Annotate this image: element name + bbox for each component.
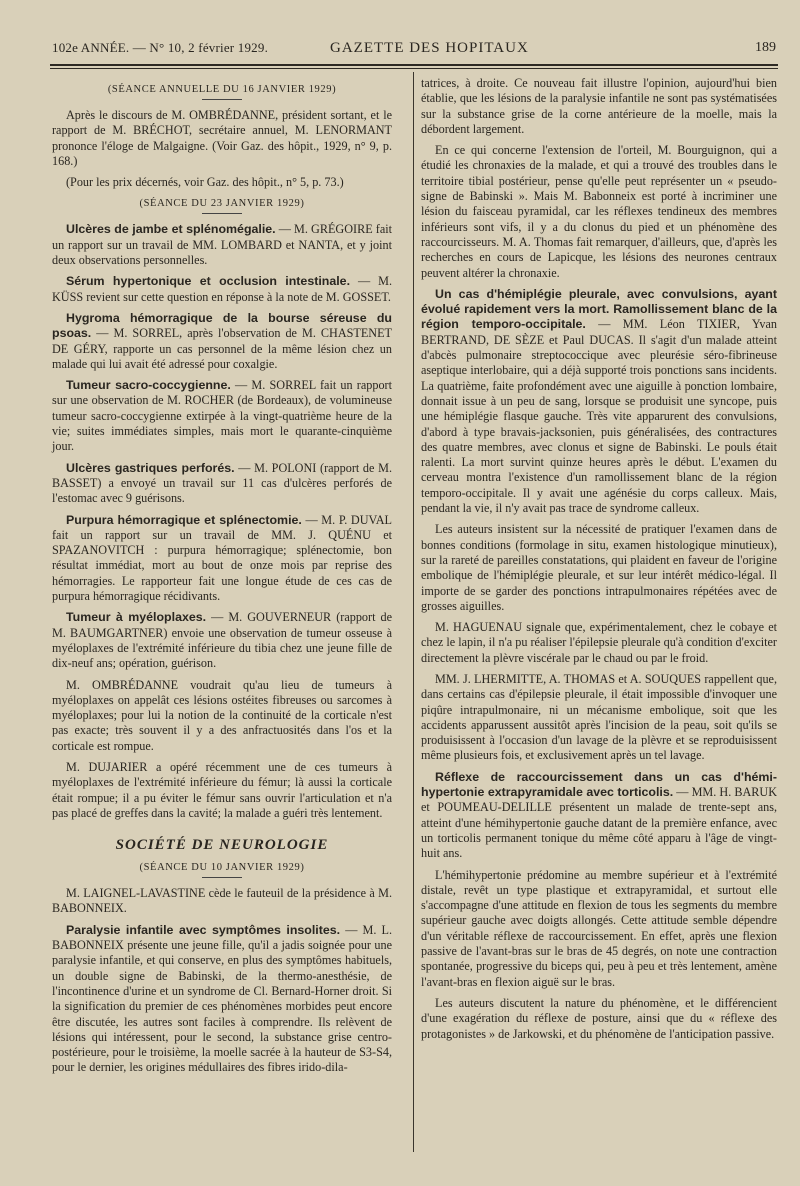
short-rule xyxy=(202,877,242,878)
paragraph: En ce qui concerne l'extension de l'orteil, M. Bourguignon, qui a étudié les chronaxies de la malade, et qui a trouvé des troubles dans le territoire tibial postérieur, pense qu'elle peut représenter un « pseudo-signe de Babinski ». Mais M. Babonneix est porté à incriminer une lésion du faisceau pyramidal, car les réflexes tendineux des membres inférieurs sont vifs, il y a du clonus du pied et un phénomène des raccourcisseurs. M. A. Thomas fait remarquer, d'ailleurs, que, d'après les recherches en cours de Lapicque, les lésions des neurones centraux peuvent altérer la chronaxie. xyxy=(421,143,777,280)
article xyxy=(421,770,777,862)
article-text: — M. P. DUVAL fait un rapport sur un travail de MM. J. QUÉNU et SPAZANOVITCH : purpura hémorragique; splénectomie, bon résultat immédiat, mort au bout de onze mois par reprise des hémorragies. Le rapporteur fait une longue étude de ces cas de purpura hémorragique récidivants. xyxy=(52,512,392,604)
article-text: — M. KÜSS revient sur cette question en réponse à la note de M. GOSSET. xyxy=(52,274,392,304)
paragraph: Les auteurs insistent sur la nécessité de pratiquer l'examen dans de bonnes conditions (formolage in situ, examen histologique minutieux), sur la rareté de pareilles constatations, qui plaident en faveur de l'origine embolique de l'hémiplégie pleurale, et sur leur intérêt médico-légal. Il importe de se garder des ponctions intrapulmonaires répétées avec de grosses aiguilles. xyxy=(421,522,777,613)
society-heading: SOCIÉTÉ DE NEUROLOGIE xyxy=(115,837,329,854)
article xyxy=(52,311,392,372)
article-text: — MM. H. BARUK et POUMEAU-DELILLE présentent un malade de trente-sept ans, atteint d'une hémihypertonie gauche datant de la première enfance, avec un torticolis permanent tonique du même côté apparu à l'âge de vingt-huit ans. xyxy=(421,785,778,861)
article xyxy=(52,461,392,507)
issue-info: 102e ANNÉE. — N° 10, 2 février 1929. xyxy=(52,40,269,55)
article xyxy=(421,287,777,516)
article-text: — M. POLONI (rapport de M. BASSET) a envoyé un travail sur 11 cas d'ulcères perforés de l'estomac avec 9 guérisons. xyxy=(52,460,392,506)
article xyxy=(52,274,392,305)
article-title: Ulcères de jambe et splénomégalie. xyxy=(66,222,276,237)
journal-title: GAZETTE DES HOPITAUX xyxy=(330,40,529,56)
article-text: — M. SORREL fait un rapport sur une observation de M. ROCHER (de Bordeaux), de volumineuse tumeur sacro-coccygienne extirpée à la vingt-quatrième heure de la vie; suites immédiates simples, mais mort le quarante-cinquième jour. xyxy=(52,378,392,454)
paragraph: M. LAIGNEL-LAVASTINE cède le fauteuil de la présidence à M. BABONNEIX. xyxy=(52,886,392,916)
paragraph: M. OMBRÉDANNE voudrait qu'au lieu de tumeurs à myéloplaxes on appelât ces lésions ostéites fibreuses ou sarcomes à myéloplaxes; pour lui la notion de la continuité de la corticale n'est pas exacte; très souvent il y a des anfractuosités dans l'os et la corticale est rompue. xyxy=(52,677,392,753)
session-heading: (SÉANCE DU 10 JANVIER 1929) xyxy=(139,862,305,874)
paragraph: Les auteurs discutent la nature du phénomène, et le différencient d'une exagération du réflexe de posture, ainsi que du « réflexe des protagonistes » de Jarkowski, et du phénomène de l'anticipation passive. xyxy=(421,995,777,1041)
left-column xyxy=(52,76,392,1082)
paragraph: M. HAGUENAU signale que, expérimentalement, chez le cobaye et chez le lapin, il n'a pu réaliser l'épilepsie pleurale qu'à condition d'exciter directement la plèvre viscérale par le chaud ou par le froid. xyxy=(421,620,777,665)
right-column xyxy=(421,76,777,1048)
article-title: Purpura hémorragique et splénectomie. xyxy=(66,512,302,527)
article-title: Hygroma hémorragique de la bourse séreuse du psoas. xyxy=(52,310,392,341)
paragraph: (Pour les prix décernés, voir Gaz. des hôpit., n° 5, p. 73.) xyxy=(66,175,344,190)
paragraph: L'hémihypertonie prédomine au membre supérieur et à l'extrémité distale, revêt un type plastique et extrapyramidal, et surtout elle s'accompagne d'une attitude en flexion de tous les segments du membre supérieur gauche avec doigts allongés. Cette attitude semble dépendre d'un véritable réflexe de raccourcissement. En effet, après une flexion passive de l'avant-bras sur le bras de 45 degrés, on note une contraction spontanée, progressive du biceps qui, peu à peu et très lentement, amène l'avant-bras en flexion aiguë sur le bras. xyxy=(421,867,777,989)
article-title: Tumeur sacro-coccygienne. xyxy=(66,378,231,393)
article-title: Ulcères gastriques perforés. xyxy=(66,460,235,475)
paragraph: tatrices, à droite. Ce nouveau fait illustre l'opinion, aujourd'hui bien établie, que les lésions de la paralysie infantile ne sont pas systématisées sur la substance grise de la corne antérieure de la moelle, mais la débordent largement. xyxy=(421,76,777,136)
column-divider xyxy=(413,72,414,1152)
article-text: — MM. Léon TIXIER, Yvan BERTRAND, DE SÈZE et Paul DUCAS. Il s'agit d'un malade atteint d'abcès pulmonaire streptococcique avec pleurésie séro-fibrineuse aseptique interlobaire, qui a déjà supporté trois ponctions sans incidents. La quatrième, faite profondément avec une aiguille à ponction lombaire, donnait issue à un peu de sang, lorsque se produisit une syncope, puis une hémiplégie flasque gauche. Très vite apparurent des convulsions, d'abord à type bravais-jacksonien, puis généralisées, des contractures des quatre membres, avec clonus et signe de Babinski. Le pouls était ralenti. La mort survint quinze heures après le début. L'examen du cerveau montra l'existence d'un ramollissement blanc de la région temporo-occipitale. Il y avait une agénésie du corps calleux. Mais, pendant la vie, il n'y avait pas trace de syndrome calleux. xyxy=(421,317,778,516)
article-title: Un cas d'hémiplégie pleurale, avec convulsions, ayant évolué rapidement vers la mort. Ramollissement blanc de la région temporo-occipitale. xyxy=(421,286,777,332)
article-title: Réflexe de raccourcissement dans un cas d'hémi-hypertonie extrapyramidale avec torticolis. xyxy=(421,769,777,800)
short-rule xyxy=(202,99,242,100)
session-heading: (SÉANCE ANNUELLE DU 16 JANVIER 1929) xyxy=(107,84,337,95)
article xyxy=(52,610,392,671)
header-rule xyxy=(50,64,778,66)
article-text: — M. L. BABONNEIX présente une jeune fille, qu'il a jadis soignée pour une paralysie infantile, et qui conserve, en plus des symptômes habituels, un double signe de Babinski, de la thermo-anesthésie, de l'incontinence d'urine et un syndrome de Cl. Bernard-Horner droit. Si la signification du premier de ces phénomènes morbides peut encore être discutée, les autres sont faciles à comprendre. Ils relèvent de lésions qui intéressent, pour le second, la substance grise centro-postérieure, pour le troisième, la moelle sacrée à la hauteur de S3-S4, pour le dernier, les origines médullaires des fibres irido-dila- xyxy=(52,922,392,1075)
paragraph: M. DUJARIER a opéré récemment une de ces tumeurs à myéloplaxes de l'extrémité inférieure du fémur; là aussi la corticale était rompue; il a pu éviter le fémur sans ouvrir l'articulation et n'a pas placé de greffes dans la cavité; la malade a guéri très lentement. xyxy=(52,759,392,820)
article-title: Sérum hypertonique et occlusion intestinale. xyxy=(66,274,351,289)
article-text: — M. GOUVERNEUR (rapport de M. BAUMGARTNER) envoie une observation de tumeur osseuse à myéloplaxes de l'extrémité inférieure du tibia chez une jeune fille de dix-neuf ans; opération, guérison. xyxy=(52,610,392,671)
header-rule-thin xyxy=(50,68,778,69)
article xyxy=(52,513,392,605)
article xyxy=(52,378,392,454)
article-title: Tumeur à myéloplaxes. xyxy=(66,610,207,625)
article-text: — M. SORREL, après l'observation de M. CHASTENET DE GÉRY, rapporte un cas personnel de la même lésion chez un malade qui lui avait été adressé pour coxalgie. xyxy=(52,326,392,371)
article xyxy=(52,222,392,268)
article-title: Paralysie infantile avec symptômes insolites. xyxy=(66,922,341,937)
page-number: 189 xyxy=(755,40,776,55)
article-text: — M. GRÉGOIRE fait un rapport sur un travail de MM. LOMBARD et NANTA, et y joint deux observations personnelles. xyxy=(52,222,392,268)
page-header xyxy=(52,36,776,62)
paragraph: MM. J. LHERMITTE, A. THOMAS et A. SOUQUES rappellent que, dans certains cas d'épilepsie pleurale, il était impossible d'invoquer une piqûre intrapulmonaire, ni un mécanisme embolique, soit que les accidents apparussent aussitôt après l'incision de la peau, soit qu'ils se produisissent à l'occasion d'un lavage de la plèvre et se reproduisissent même plusieurs fois, et exclusivement après un tel lavage. xyxy=(421,671,777,763)
short-rule xyxy=(202,213,242,214)
session-heading: (SÉANCE DU 23 JANVIER 1929) xyxy=(139,198,305,210)
paragraph: Après le discours de M. OMBRÉDANNE, président sortant, et le rapport de M. BRÉCHOT, secrétaire annuel, M. LENORMANT prononce l'éloge de Malgaigne. (Voir Gaz. des hôpit., 1929, n° 9, p. 168.) xyxy=(52,108,392,168)
article xyxy=(52,923,392,1076)
